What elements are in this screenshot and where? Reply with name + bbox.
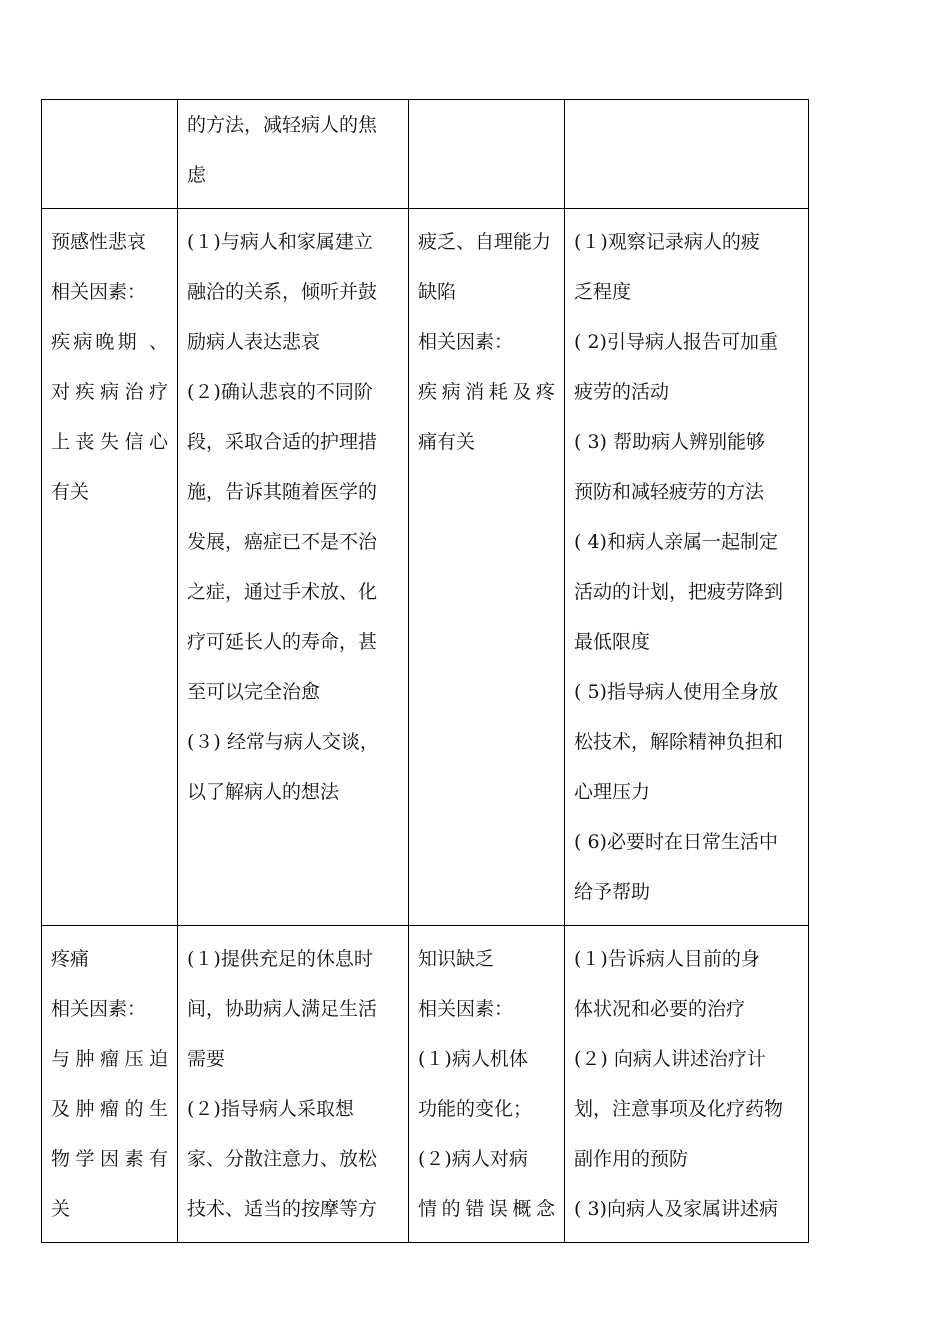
text-line: 给予帮助 [574,881,651,903]
text-line: 相关因素： [418,331,514,353]
text-line: 副作用的预防 [574,1148,689,1170]
text-line: 及肿瘤的生 [51,1098,168,1120]
text-line: 最低限度 [574,631,651,653]
text-line: 活动的计划，把疲劳降到 [574,581,784,603]
table-row [42,926,809,1243]
text-line: ( 3)向病人及家属讲述病 [574,1198,778,1220]
text-line: 励病人表达悲哀 [187,331,321,353]
text-line: 相关因素： [51,998,147,1020]
text-line: ( 5)指导病人使用全身放 [574,681,778,703]
text-line: (３) 经常与病人交谈， [187,731,379,753]
text-line: 预防和减轻疲劳的方法 [574,481,765,503]
text-line: 关 [51,1198,71,1220]
diagnosis-cell [409,209,565,926]
text-line: 体状况和必要的治疗 [574,998,746,1020]
text-line: 以了解病人的想法 [187,781,340,803]
text-line: 段，采取合适的护理措 [187,431,378,453]
text-line: 相关因素： [418,998,514,1020]
text-line: 疾病晚期 、 [51,331,168,353]
text-line: (１)与病人和家属建立 [187,231,373,253]
intervention-cell [565,100,809,209]
text-line: 缺陷 [418,281,457,303]
text-line: 情的错误概念 [418,1198,555,1220]
text-line: 之症，通过手术放、化 [187,581,378,603]
text-line: (２) 向病人讲述治疗计 [574,1048,766,1070]
text-line: 相关因素： [51,281,147,303]
intervention-cell [178,926,409,1243]
diagnosis-cell [409,926,565,1243]
text-line: 知识缺乏 [418,948,495,970]
text-line: 疲乏、自理能力 [418,231,552,253]
text-line: 发展，癌症已不是不治 [187,531,378,553]
text-line: (２)指导病人采取想 [187,1098,354,1120]
text-line: 疗可延长人的寿命，甚 [187,631,378,653]
text-line: 技术、适当的按摩等方 [187,1198,378,1220]
text-line: 需要 [187,1048,226,1070]
text-line: 对疾病治疗 [51,381,168,403]
diagnosis-cell [42,209,178,926]
table-row [42,100,809,209]
text-line: 功能的变化； [418,1098,533,1120]
intervention-cell [178,209,409,926]
text-line: 痛有关 [418,431,476,453]
intervention-cell [178,100,409,209]
text-line: 乏程度 [574,281,632,303]
nursing-care-table [41,99,809,1243]
text-line: 与肿瘤压迫 [51,1048,168,1070]
table-row [42,209,809,926]
text-line: ( 6)必要时在日常生活中 [574,831,778,853]
text-line: 松技术，解除精神负担和 [574,731,784,753]
intervention-cell [565,926,809,1243]
text-line: (２)病人对病 [418,1148,528,1170]
text-line: 物学因素有 [51,1148,168,1170]
text-line: 上丧失信心 [51,431,168,453]
text-line: (１)告诉病人目前的身 [574,948,760,970]
text-line: 心理压力 [574,781,651,803]
text-line: 的方法，减轻病人的焦 [187,114,378,136]
text-line: 融洽的关系，倾听并鼓 [187,281,378,303]
text-line: ( 3) 帮助病人辨别能够 [574,431,765,453]
text-line: (１)病人机体 [418,1048,528,1070]
diagnosis-cell [42,926,178,1243]
text-line: 家、分散注意力、放松 [187,1148,378,1170]
text-line: 至可以完全治愈 [187,681,321,703]
text-line: 间，协助病人满足生活 [187,998,378,1020]
text-line: 划，注意事项及化疗药物 [574,1098,784,1120]
text-line: 虑 [187,164,207,186]
text-line: (１)观察记录病人的疲 [574,231,760,253]
text-line: 疲劳的活动 [574,381,670,403]
text-line: (１)提供充足的休息时 [187,948,373,970]
text-line: ( 4)和病人亲属一起制定 [574,531,778,553]
intervention-cell [565,209,809,926]
diagnosis-cell [42,100,178,209]
text-line: 疼痛 [51,948,90,970]
text-line: ( 2)引导病人报告可加重 [574,331,778,353]
text-line: (２)确认悲哀的不同阶 [187,381,373,403]
text-line: 施，告诉其随着医学的 [187,481,378,503]
text-line: 有关 [51,481,90,503]
diagnosis-cell [409,100,565,209]
text-line: 疾病消耗及疼 [418,381,555,403]
text-line: 预感性悲哀 [51,231,147,253]
